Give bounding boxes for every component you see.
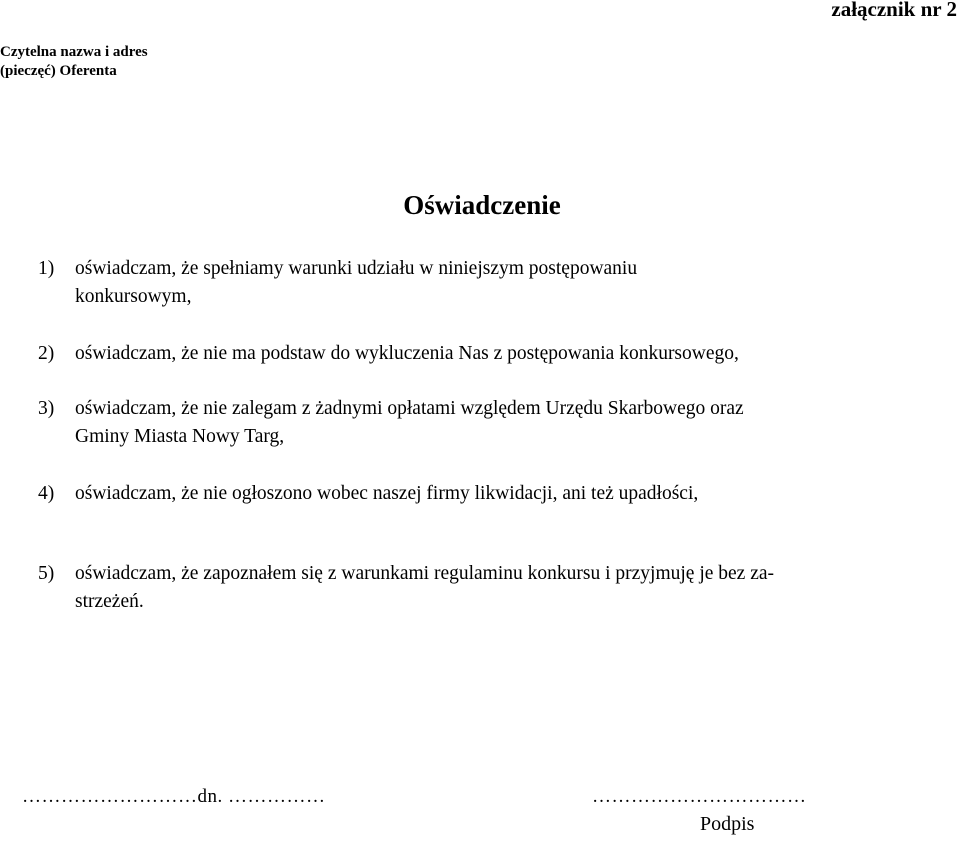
statement-text-line2: konkursowym, [75,286,192,307]
statement-number: 3) [38,398,55,419]
statement-text-line1: oświadczam, że nie ma podstaw do wykluczenia Nas z postępowania konkursowego, [75,343,739,364]
statement-1 [38,255,953,311]
statement-5 [38,560,953,616]
statement-text-line1: oświadczam, że nie ogłoszono wobec naszej firmy likwidacji, ani też upadłości, [75,483,699,504]
statement-4 [38,480,953,508]
signature-line: …………………………… [592,786,807,807]
document-title: Oświadczenie [403,190,561,220]
statement-text-line1: oświadczam, że zapoznałem się z warunkami regulaminu konkursu i przyjmuję je bez za- [75,563,775,584]
place-date-line: ………………………dn. …………… [22,786,326,807]
statement-number: 4) [38,483,55,504]
signature-label: Podpis [700,813,755,835]
statement-number: 1) [38,258,55,279]
statement-text-line1: oświadczam, że spełniamy warunki udziału w niniejszym postępowaniu [75,258,638,279]
bidder-label-line2: (pieczęć) Oferenta [0,63,117,79]
statement-number: 5) [38,563,55,584]
statement-3 [38,395,953,451]
statement-number: 2) [38,343,55,364]
bidder-stamp-label [0,43,148,81]
bidder-label-line1: Czytelna nazwa i adres [0,44,148,60]
annex-label: załącznik nr 2 [831,0,957,21]
statement-text-line2: strzeżeń. [75,591,144,612]
statement-text-line2: Gminy Miasta Nowy Targ, [75,426,285,447]
statement-2 [38,340,953,368]
statement-text-line1: oświadczam, że nie zalegam z żadnymi opłatami względem Urzędu Skarbowego oraz [75,398,744,419]
